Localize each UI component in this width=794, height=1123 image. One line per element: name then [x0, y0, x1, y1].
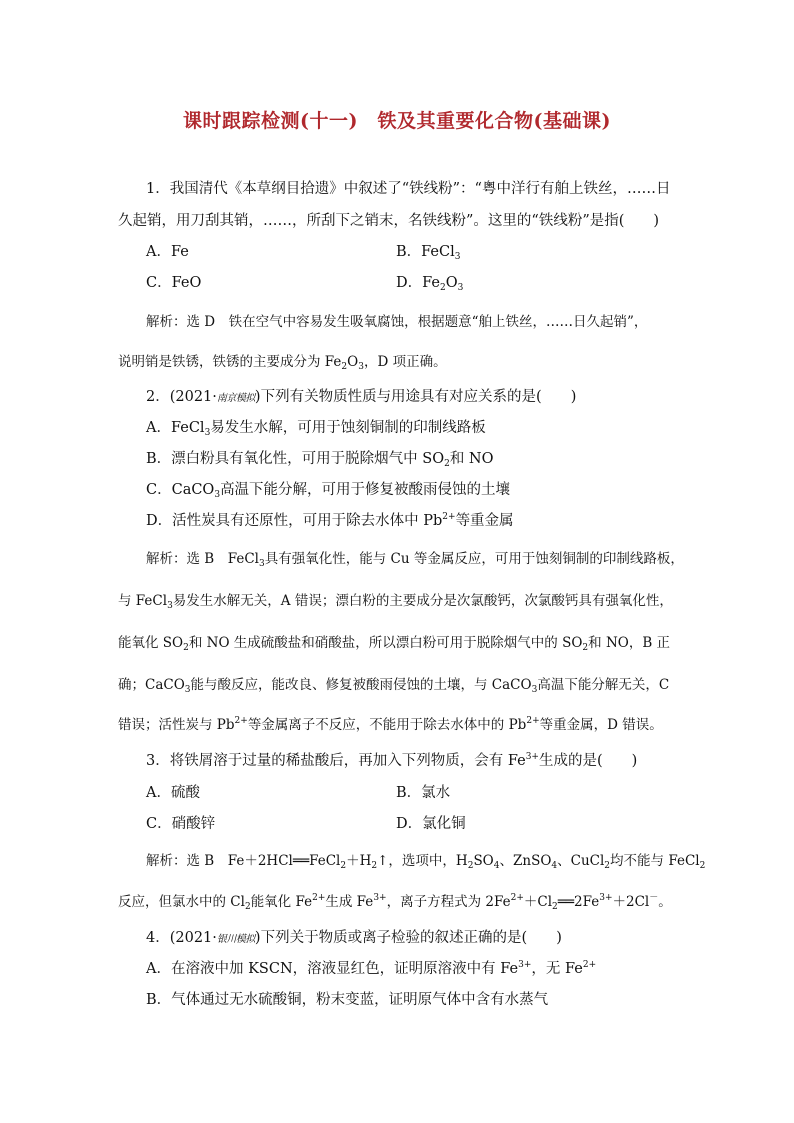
q4-source: 银川模拟 [216, 934, 255, 945]
page-title: 课时跟踪检测(十一) 铁及其重要化合物(基础课) [183, 110, 611, 132]
q3-analysis-line-2: 反应，但氯水中的 $Cl_2$能氧化 $Fe^{2+}$生成 $Fe^{3+}$，离子方程式为 $2Fe^{2+}+Cl_2══2Fe^{3+}+2Cl^-$。 [118, 893, 672, 912]
q4-option-b: B．气体通过无水硫酸铜，粉末变蓝，证明原气体中含有水蒸气 [146, 992, 549, 1008]
q3-option-a: A．硫酸 [146, 785, 200, 801]
q3-option-b: B．氯水 [396, 785, 451, 801]
q1-stem-line-1: 1．我国清代《本草纲目拾遗》中叙述了“铁线粉”：“粤中洋行有舶上铁丝，……日 [146, 181, 671, 197]
q1-option-c: C．FeO [146, 275, 202, 291]
q2-option-a: A．FeCl$_3$易发生水解，可用于蚀刻铜制的印制线路板 [146, 420, 486, 438]
q4-option-a: A．在溶液中加 KSCN，溶液显红色，证明原溶液中有 $Fe^{3+}$，无 $Fe^{2+}$ [146, 960, 597, 977]
q2-analysis-line-5: 错误；活性炭与 $Pb^{2+}$等金属离子不反应，不能用于除去水体中的 $Pb^{2+}$等重金属，D 错误。 [118, 716, 663, 733]
q3-option-c: C．硝酸锌 [146, 816, 216, 832]
q4-stem: 4．(2021·银川模拟)下列关于物质或离子检验的叙述正确的是( ) [146, 930, 562, 946]
q2-analysis-line-4: 确；CaCO$_3$能与酸反应，能改良、修复被酸雨侵蚀的土壤，与 CaCO$_3$高温下能分解无关，C [118, 677, 670, 695]
q1-analysis-line-2: 说明销是铁锈，铁锈的主要成分为 $Fe_2O_3$，D 项正确。 [118, 354, 447, 372]
q2-analysis-line-3: 能氧化 $SO_2$和 NO 生成硫酸盐和硝酸盐，所以漂白粉可用于脱除烟气中的 $SO_2$和 NO，B 正 [118, 635, 671, 653]
q2-option-c: C．CaCO$_3$高温下能分解，可用于修复被酸雨侵蚀的土壤 [146, 482, 511, 500]
q2-analysis-line-2: 与 FeCl$_3$易发生水解无关，A 错误；漂白粉的主要成分是次氯酸钙，次氯酸钙具有强氧化性， [118, 593, 673, 611]
q3-option-d: D．氯化铜 [396, 816, 466, 832]
q2-option-d: D．活性炭具有还原性，可用于除去水体中 $Pb^{2+}$等重金属 [146, 512, 514, 529]
q1-option-b: B．FeCl$_3$ [396, 244, 461, 262]
q3-analysis-line-1: 解析：选 B $Fe+2HCl══FeCl_2+H_2↑$，选项中，$H_2SO_4$、ZnSO$_4$、CuCl$_2$均不能与 FeCl$_2$ [146, 853, 706, 871]
q1-option-a: A．Fe [146, 244, 189, 260]
q1-option-d: D．$Fe_2O_3$ [396, 275, 464, 293]
q3-stem: 3．将铁屑溶于过量的稀盐酸后，再加入下列物质，会有 $Fe^{3+}$生成的是( ) [146, 752, 638, 769]
q1-stem-line-2: 久起销，用刀刮其销，……，所刮下之销末，名铁线粉”。这里的“铁线粉”是指( ) [118, 213, 660, 229]
q2-stem: 2．(2021·南京模拟)下列有关物质性质与用途具有对应关系的是( ) [146, 389, 577, 405]
q2-source: 南京模拟 [216, 393, 255, 404]
q1-analysis-line-1: 解析：选 D 铁在空气中容易发生吸氧腐蚀，根据题意“舶上铁丝，……日久起销”， [146, 314, 648, 330]
q2-analysis-line-1: 解析：选 B FeCl$_3$具有强氧化性，能与 Cu 等金属反应，可用于蚀刻铜制的印制线路板， [146, 551, 684, 569]
q2-option-b: B．漂白粉具有氧化性，可用于脱除烟气中 $SO_2$和 NO [146, 451, 494, 469]
